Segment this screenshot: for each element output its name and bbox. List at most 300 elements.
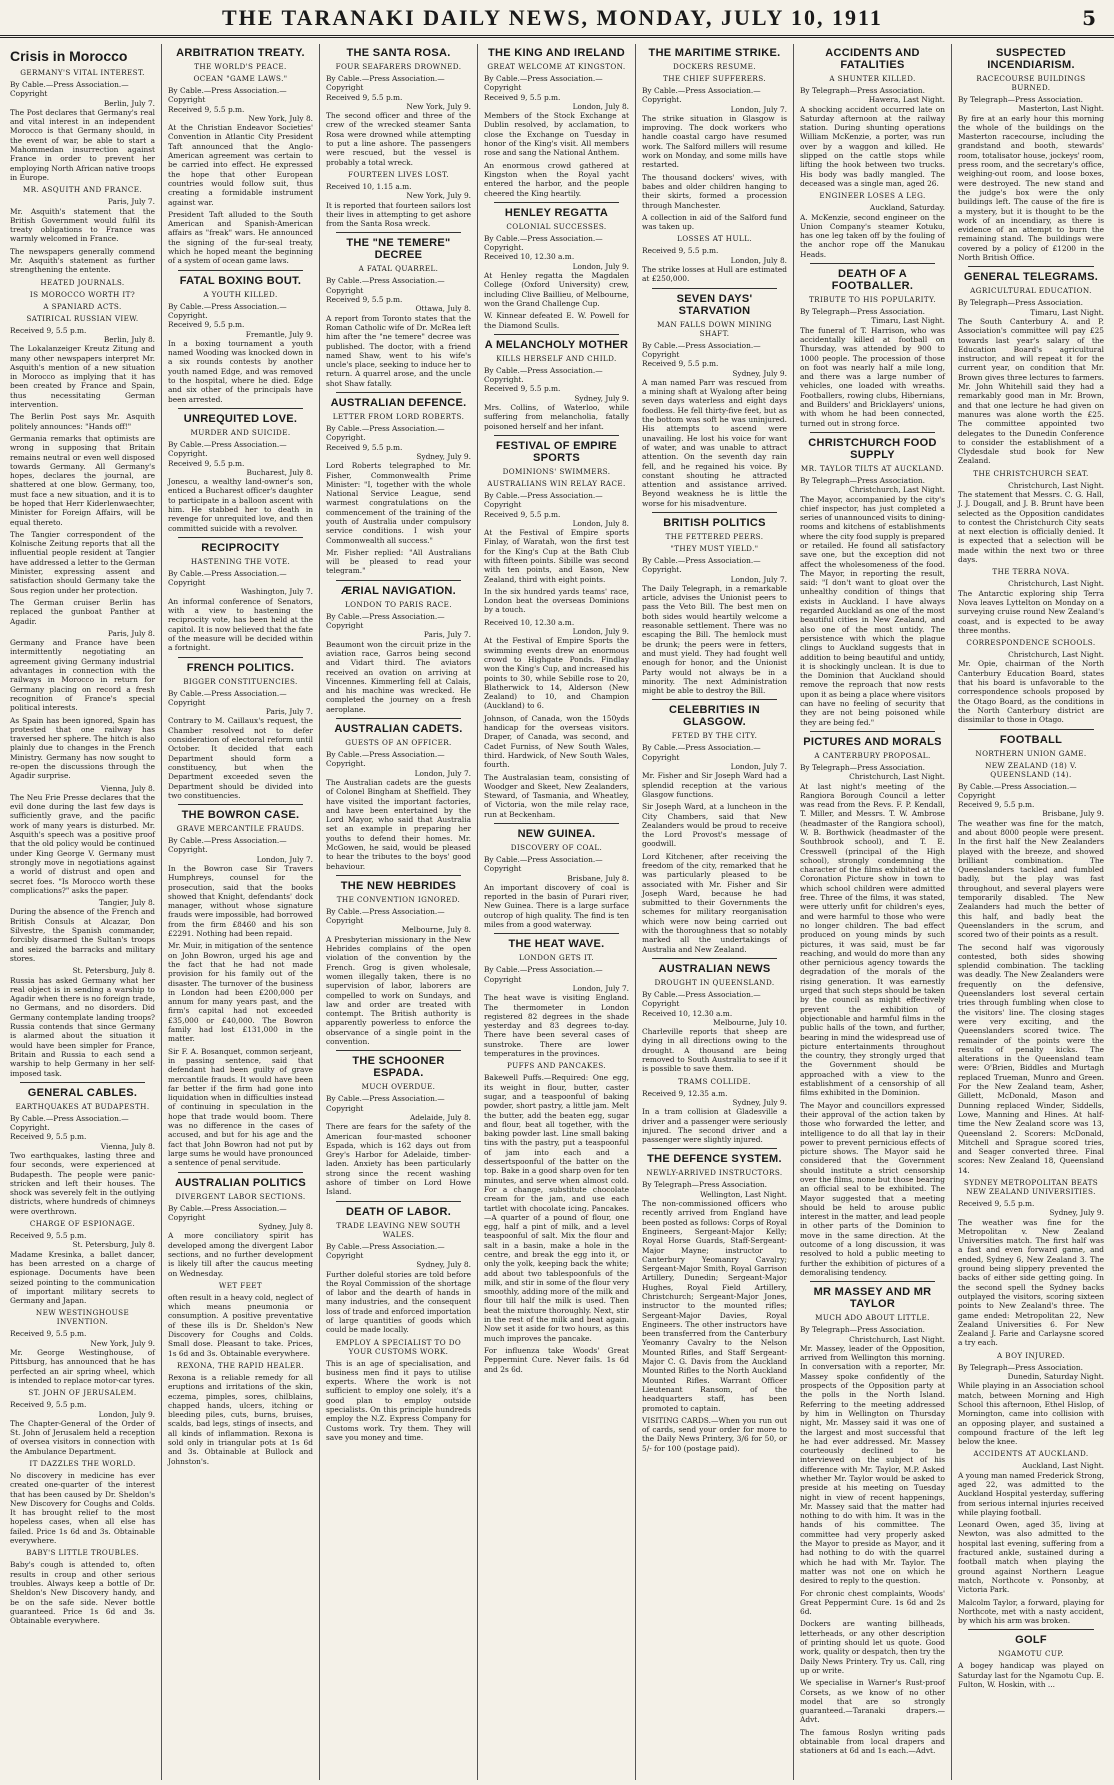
paragraph: The second half was vigorously contested, both sides showing splendid combination. The tackling was deadly. The New Zealanders were frequently on the defensive, Queenslanders lost several certain tries through fumbling when close to the visitors' line. The closing stages were very exciting, and the Queenslanders scored twice. The remainder of the points were the results of penalty kicks. The alterations in the Queensland team were: O'Brien, Biddles and Murtagh replaced Trueman, Munro and Green. For the New Zealand team, Asher, Gillett, McDonald, Mason and Dunning replaced Winder, Siddells, Lowe, Manning and Hines. At half-time the New Zealand score was 13, Queensland 2. Scorers: McDonald, Mitchell and Sprague scored tries, and Seager converted three. Final scores: New Zealand 18, Queensland 14. bbox=[958, 942, 1104, 1175]
byline: Received 9, 5.5 p.m. bbox=[326, 92, 403, 102]
dateline: London, July 7. bbox=[572, 983, 629, 993]
paragraph: Jonescu, a wealthy land-owner's son, enticed a Bucharest officer's daughter to participate in a balloon ascent with him. He stabbed her to death in revenge for unrequited love, and then committed suicide with a revolver. bbox=[168, 477, 313, 533]
byline: Received 9, 5.5 p.m. bbox=[484, 384, 561, 394]
article-headline: THE BOWRON CASE. bbox=[181, 809, 300, 822]
article-headline: FOOTBALL bbox=[999, 733, 1063, 746]
byline: By Cable.—Press Association.—Copyright. bbox=[168, 836, 287, 855]
section-rule bbox=[178, 657, 303, 658]
sub-headline: NORTHERN UNION GAME. bbox=[975, 748, 1087, 758]
paragraph: President Taft alluded to the South American and Spanish-American affairs as "freak" wars. He announced the signing of the fur-seal treaty, which he hoped meant the beginning of a system of ocean game laws. bbox=[168, 209, 313, 266]
article-headline: NEW GUINEA. bbox=[517, 828, 596, 840]
byline: By Cable.—Press Association.—Copyright bbox=[326, 906, 445, 926]
paragraph: For chronic chest complaints, Woods' Great Peppermint Cure. 1s 6d and 2s 6d. bbox=[800, 1588, 945, 1617]
column-1 bbox=[4, 44, 162, 1780]
article-headline: HENLEY REGATTA bbox=[504, 206, 609, 219]
article-headline: DEATH OF A FOOTBALLER. bbox=[831, 268, 914, 293]
paragraph: There are fears for the safety of the American four-masted schooner Espada, which is 162 days out from Grey's Harbor for Adelaide, timber-laden. Anxiety has been particularly strong since the recent washing ashore of timber on Lord Howe Island. bbox=[326, 1122, 471, 1197]
sub-headline: BABY'S LITTLE TROUBLES. bbox=[26, 1548, 139, 1558]
section-rule bbox=[494, 823, 619, 824]
paragraph: The German cruiser Berlin has replaced the gunboat Panther at Agadir. bbox=[10, 597, 155, 626]
dateline: Sydney, July 9. bbox=[732, 1097, 787, 1107]
paragraph: At last night's meeting of the Rangiora Borough Council a letter was read from the Revs. F. P. Kendall, T. Miller, and Messrs. T. W. Ambrose (headmaster of the Rangiora school), W. B. Borthwick (headmaster of the Southbrook school), and T. E. Cresswell (principal of the High school), strongly condemning the character of the films exhibited at the Coronation Picture show in town to which school children were admitted free. Three of the films, it was stated, were utterly unfit for children's eyes, and were harmful to those who were no longer children. The bad effect produced on young minds by such pictures, it was said, must be far reaching, and would do more than any other pernicious agency towards the degradation of the morals of the rising generation. It was earnestly urged that such steps should be taken by the council as might effectively prevent the exhibition of objectionable and harmful films in the public halls of the town, and further, bearing in mind the widespread use of picture entertainments throughout the country, they strongly urged that the Government should be approached with a view to the establishment of a censorship of all films exhibited in the Dominion. bbox=[800, 781, 945, 1098]
paragraph: The Mayor and councillors expressed their approval of the action taken by those who forwarded the letter, and intelligence to do all that lay in their power to prevent pernicious effects of picture shows. The Mayor said he considered that the Government should institute a strict censorship over the films, none but those bearing an official seal to be exhibited. The Mayor suggested that a meeting should be held to arouse public interest in the matter, and lead people in other parts of the Dominion to move in the same direction. At the outcome of a long discussion, it was resolved to hold a public meeting to further the exhibition of pictures of a demoralising tendency. bbox=[800, 1100, 945, 1277]
article-headline: CELEBRITIES IN GLASGOW. bbox=[669, 704, 760, 729]
paper-title: THE TARANAKI DAILY NEWS, MONDAY, JULY 10, 1911 bbox=[221, 4, 883, 30]
paragraph: Leonard Owen, aged 35, living at Newton, was also admitted to the hospital last evening, suffering from a fractured ankle, sustained during a football match when playing the ground against Northern League match, Northcote v. Ponsonby, at Victoria Park. bbox=[958, 1520, 1104, 1595]
paragraph: The non-commissioned officers who recently arrived from England have been posted as follows: Corps of Royal Engineers, Sergeant-Major Kelly; Royal Horse Guards, Staff-Sergeant-Major Mayne; instructor to Canterbury Yeomanry Cavalry; Sergeant-Major Smith, Royal Garrison Artillery, Dunedin; Sergeant-Major Hughes, Royal Field Artillery, Christchurch; Sergeant-Major Jones, instructor to the mounted rifles; Sergeant-Major Davies, Royal Engineers. The other instructors have been transferred from the Canterbury Yeomanry Cavalry to the Nelson Mounted Rifles, and Staff Sergeant-Major C. G. Davis from the Auckland Mounted Rifles to the North Auckland Mounted Rifles. Warrant Officer Lieutenant Ransom, of the headquarters staff, has been promoted to captain. bbox=[642, 1199, 787, 1413]
dateline: New York, July 9. bbox=[406, 101, 471, 111]
article-headline: AUSTRALIAN DEFENCE. bbox=[330, 397, 467, 410]
dateline: Christchurch, Last Night. bbox=[1008, 480, 1104, 490]
sub-headline: DOMINIONS' SWIMMERS. bbox=[502, 466, 611, 476]
dateline: Fremantle, July 9. bbox=[245, 329, 313, 339]
sub-headline: REXONA, THE RAPID HEALER. bbox=[177, 1360, 304, 1370]
column-4 bbox=[478, 44, 636, 1780]
paragraph: Mr. Muir, in mitigation of the sentence on John Bowron, urged his age and the fact that he had not made provision for his family out of the disaster. The turnover of the business in London had been £200,000 per annum for many years past, and the firm's capital had not exceeded £35,000 or £40,000. The Bowron family had lost £131,000 in the matter. bbox=[168, 941, 313, 1044]
sub-headline: NEW WESTINGHOUSE INVENTION. bbox=[35, 1308, 130, 1327]
section-rule bbox=[336, 1201, 461, 1202]
byline: By Cable.—Press Association.—Copyright bbox=[10, 80, 129, 99]
paragraph: The heat wave is visiting England. The thermometer in London registered 82 degrees in the shade yesterday and 83 degrees to-day. There have been several cases of sunstroke. There are lower temperatures in the provinces. bbox=[484, 993, 629, 1059]
sub-headline: NGAMOTU CUP. bbox=[998, 1649, 1064, 1659]
article-headline: THE "NE TEMERE" DECREE bbox=[346, 237, 451, 262]
sub-headline: RACECOURSE BUILDINGS BURNED. bbox=[976, 74, 1086, 92]
column-2 bbox=[162, 44, 320, 1780]
sub-headline: IT DAZZLES THE WORLD. bbox=[29, 1459, 136, 1468]
sub-headline: ST. JOHN OF JERUSALEM. bbox=[28, 1388, 137, 1398]
paragraph: Sir Joseph Ward, at a luncheon in the City Chambers, said that New Zealanders would be proud to receive the Lord Provost's message of goodwill. bbox=[642, 802, 787, 849]
paragraph: Mr. Massey, leader of the Opposition, arrived from Wellington this morning. In conversation with a reporter, Mr. Massey spoke confidently of the prospects of the Opposition party at the polls in the North Island. Referring to the meeting addressed by him in Wellington on Thursday night, Mr. Massey said it was one of the largest and most successful that he had ever addressed. Mr. Massey courteously declined to be interviewed on the subject of his difference with Mr. Taylor, M.P. Asked whether Mr. Taylor would be asked to preside at his meeting on Tuesday night in view of recent happenings, Mr. Massey said that the matter had nothing to do with him. It was in the hands of his committee. The committee had very properly asked the Mayor to preside as Mayor, and it had nothing to do with the quarrel which he had with Mr. Taylor. The matter was not one on which he desired to reply to the question. bbox=[800, 1343, 945, 1586]
paragraph: In the six hundred yards teams' race, London beat the overseas Dominions by a touch. bbox=[484, 586, 629, 615]
paragraph: A more conciliatory spirit has developed among the divergent Labor sections, and no further development is likely till after the caucus meeting on Wednesday. bbox=[168, 1231, 313, 1278]
byline: By Cable.—Press Association.—Copyright bbox=[326, 276, 445, 295]
sub-headline: FOUR SEAFARERS DROWNED. bbox=[335, 62, 462, 71]
masthead bbox=[0, 0, 1114, 38]
dateline: London, July 9. bbox=[572, 261, 629, 271]
sub-headline: A SPANIARD ACTS. bbox=[43, 301, 122, 311]
sub-headline: MUCH OVERDUE. bbox=[361, 1082, 436, 1092]
paragraph: We specialise in Warner's Rust-proof Corsets, as we know of no other model that are so strongly guaranteed.—Taranaki drapers.—Advt. bbox=[800, 1678, 945, 1725]
section-rule bbox=[494, 435, 619, 436]
article-headline: THE DEFENCE SYSTEM. bbox=[647, 1153, 782, 1166]
paragraph: The thousand dockers' wives, with babes and older children hanging to their skirts, formed a procession through Manchester. bbox=[642, 172, 787, 210]
sub-headline: A CANTERBURY PROPOSAL. bbox=[814, 750, 931, 760]
section-rule bbox=[968, 1629, 1094, 1630]
paragraph: It is reported that fourteen sailors lost their lives in attempting to get ashore from the Santa Rosa wreck. bbox=[326, 200, 471, 229]
paragraph: Charleville reports that sheep are dying in all directions owing to the drought. A thousand are being removed to South Australia to see if it is possible to save them. bbox=[642, 1027, 787, 1074]
sub-headline: NEW ZEALAND (18) V. QUEENSLAND (14). bbox=[985, 760, 1077, 779]
dateline: Berlin, July 8. bbox=[103, 334, 155, 344]
column-5 bbox=[636, 44, 794, 1780]
byline: By Cable.—Press Association.—Copyright. bbox=[326, 424, 445, 443]
sub-headline: CORRESPONDENCE SCHOOLS. bbox=[966, 638, 1096, 648]
dateline: Melbourne, July 8. bbox=[401, 925, 471, 935]
byline: Received 9, 5.5 p.m. bbox=[10, 1329, 87, 1339]
byline: By Cable.—Press Association.—Copyright. bbox=[642, 555, 761, 575]
dateline: Paris, July 7. bbox=[265, 707, 313, 717]
paragraph: The funeral of T. Harrison, who was accidentally killed at football on Thursday, was attended by 900 to 1000 people. The procession of those on foot was nearly half a mile long, and there was a large number of vehicles, one loaded with wreaths. Footballers, rowing clubs, Hibernians, and Builders' and Bricklayers' unions, with whom he had been connected, turned out in strong force. bbox=[800, 325, 945, 428]
paragraph: For influenza take Woods' Great Peppermint Cure. Never fails. 1s 6d and 2s 6d. bbox=[484, 1345, 629, 1374]
sub-headline: EMPLOY A SPECIALIST TO DO YOUR CUSTOMS WORK. bbox=[335, 1337, 462, 1356]
article-headline: A MELANCHOLY MOTHER bbox=[484, 338, 629, 351]
byline: By Cable.—Press Association.—Copyright. bbox=[10, 1113, 129, 1133]
paragraph: The weather was fine for the Metropolitan v. New Zealand Universities match. The first half was a fast and even forward game, and ended, Sydney 6, New Zealand 3. The ground being slippery prevented the backs of either side getting going. In the second spell the Sydney backs outplayed the visitors, scoring sixteen points to New Zealand's three. The game ended: Metropolitan 22, New Zealand Universities 6. For New Zealand J. Farie and Carlaysne scored a try each. bbox=[958, 1217, 1104, 1348]
paragraph: The South Canterbury A. and P. Association's committee will pay £25 towards last year's salary of the Education Board's agricultural instructor, and will repeat it for the current year, on condition that Mr. Brown gives three lectures to farmers. Mr. John Whitehill said they had a remarkably good man in Mr. Brown, and that one lecture he had given on manures was alone worth the £25. The committee appointed two delegates to the Dunedin Conference to consider the establishment of a Clydesdale stud book for New Zealand. bbox=[958, 316, 1104, 466]
paragraph: The Chapter-General of the Order of St. John of Jerusalem held a reception of oversea visitors in connection with the Ambulance Department. bbox=[10, 1418, 155, 1456]
paragraph: An enormous crowd gathered at Kingston when the Royal yacht entered the harbor, and the people cheered the King heartily. bbox=[484, 160, 629, 198]
paragraph: Rexona is a reliable remedy for all eruptions and irritations of the skin, eczema, pimples, sores, chilblains, chapped hands, ulcers, itching or bleeding piles, cuts, burns, bruises, scalds, bad legs, stings of insects, and all kinds of inflammation. Rexona is sold only in triangular pots at 1s 6d and 3s. Obtainable at Bullock and Johnston's. bbox=[168, 1372, 313, 1466]
paragraph: By fire at an early hour this morning the whole of the buildings on the Masterton racecourse, including the grandstand and booth, stewards' room, totalisator house, jockeys' room, press room, and the secretary's office, weighing-out room, and loose boxes, were destroyed. The new stand and the judge's box were the only buildings left. The cause of the fire is a mystery, but it is thought to be the work of an incendiary, as there is evidence of an attempt to burn the remaining stand. The buildings were covered by a policy of £1200 in the North British Office. bbox=[958, 113, 1104, 263]
byline: By Telegraph—Press Association. bbox=[800, 1325, 925, 1335]
byline: By Cable.—Press Association.—Copyright bbox=[484, 490, 603, 510]
dateline: London, July 9. bbox=[572, 627, 629, 637]
dateline: Timaru, Last Night. bbox=[871, 316, 945, 326]
byline: By Cable.—Press Association.—Copyright bbox=[168, 1203, 287, 1222]
article-headline: GOLF bbox=[1015, 1634, 1047, 1647]
sub-headline: THE CONVENTION IGNORED. bbox=[336, 894, 461, 904]
article-headline: THE SCHOONER ESPADA. bbox=[352, 1055, 445, 1080]
section-rule bbox=[968, 729, 1094, 730]
article-headline: ACCIDENTS AND FATALITIES bbox=[825, 47, 920, 71]
byline: Received 9, 5.5 p.m. bbox=[168, 104, 245, 114]
section-rule bbox=[652, 512, 777, 513]
sub-headline: AUSTRALIANS WIN RELAY RACE. bbox=[487, 478, 626, 488]
byline: By Cable.—Press Association.—Copyright bbox=[484, 855, 603, 874]
paragraph: A collection in aid of the Salford fund was taken up. bbox=[642, 212, 787, 232]
sub-headline: MUCH ADO ABOUT LITTLE. bbox=[815, 1313, 930, 1323]
article-headline: AUSTRALIAN POLITICS bbox=[175, 1176, 306, 1189]
article-headline: THE HEAT WAVE. bbox=[508, 938, 605, 951]
byline: By Cable.—Press Association.—Copyright bbox=[326, 74, 445, 93]
dateline: London, July 8. bbox=[572, 518, 629, 528]
column-7 bbox=[952, 44, 1110, 1780]
sub-headline: THE FETTERED PEERS. bbox=[665, 531, 764, 541]
paragraph: Russia has asked Germany what her real object is in sending a warship to Agadir when there is no foreign trade, no Germans, and no disorders. Did Germany contemplate landing troops? Russia contends that since Germany is alarmed about the situation it would have been simpler for France, Britain and Russia to each send a warship to help Germany in her self-imposed task. bbox=[10, 975, 155, 1078]
paragraph: At the Christian Endeavor Societies' Convention in Atlantic City President Taft announced that the Anglo-American agreement was certain to be carried into effect. He expressed the hope that other European countries would follow suit, thus creating a formidable instrument against war. bbox=[168, 123, 313, 207]
dateline: Paris, July 7. bbox=[423, 630, 471, 640]
byline: Received 10, 1.15 a.m. bbox=[326, 181, 412, 191]
section-rule bbox=[178, 804, 303, 805]
sub-headline: GERMANY'S VITAL INTEREST. bbox=[20, 68, 145, 77]
paragraph: An important discovery of coal is reported in the basin of Purari river, New Guinea. There is a large surface outcrop of high quality. The find is ten miles from a good waterway. bbox=[484, 882, 629, 930]
byline: Received 10, 12.30 a.m. bbox=[484, 617, 575, 627]
section-rule bbox=[336, 232, 461, 233]
article-headline: THE MARITIME STRIKE. bbox=[648, 47, 781, 59]
article-headline: BRITISH POLITICS bbox=[663, 516, 766, 529]
byline: By Telegraph—Press Association. bbox=[958, 95, 1083, 104]
paragraph: Germany and France have been intermittently negotiating an agreement giving Germany industrial advantages in connection with the railways in Morocco in return for Germany placing on record a fresh recognition of France's special political interests. bbox=[10, 638, 155, 713]
dateline: Christchurch, Last Night. bbox=[849, 1334, 945, 1344]
dateline: London, July 8. bbox=[730, 255, 787, 265]
dateline: Timaru, Last Night. bbox=[1030, 307, 1104, 317]
paragraph: Contrary to M. Caillaux's request, the Chamber resolved not to defer consideration of electoral reform until October. It decided that each Department should form a constituency, but when the Department exceeded seven the Department should be divided into two constituencies. bbox=[168, 716, 313, 800]
sub-headline: THE TERRA NOVA. bbox=[992, 567, 1070, 577]
byline: Received 9, 5.5 p.m. bbox=[484, 92, 561, 102]
sub-headline: ENGINEER LOSES A LEG. bbox=[819, 191, 926, 201]
paragraph: Mr. Opie, chairman of the North Canterbury Education Board, states that his board is unfavorable to the correspondence schools proposed by the Otago Board, as the conditions in the North Canterbury district are dissimilar to those in Otago. bbox=[958, 659, 1104, 725]
byline: Received 9, 5.5 p.m. bbox=[10, 1400, 87, 1410]
byline: Received 9, 5.5 p.m. bbox=[326, 295, 403, 305]
byline: Received 9, 5.5 p.m. bbox=[642, 359, 719, 369]
paragraph: While playing in an Association school match, between Morning and High School this afternoon, Ethel Hislop, of Mornington, came into collision with an opposing player, and sustained a compound fracture of the left leg below the knee. bbox=[958, 1381, 1104, 1447]
paragraph: often result in a heavy cold, neglect of which means pneumonia or consumption. A positive preventative of these ills is Dr. Sheldon's New Discovery for Coughs and Colds. Small dose. Pleasant to take. Prices, 1s 6d and 3s. Obtainable everywhere. bbox=[168, 1292, 313, 1358]
section-rule bbox=[652, 958, 777, 959]
sub-headline: A YOUTH KILLED. bbox=[203, 289, 278, 299]
byline: By Telegraph—Press Association. bbox=[800, 475, 925, 485]
sub-headline: COLONIAL SUCCESSES. bbox=[506, 221, 607, 231]
sub-headline: BIGGER CONSTITUENCIES. bbox=[183, 676, 298, 686]
sub-headline: LOSSES AT HULL. bbox=[677, 234, 752, 244]
paragraph: The newspapers generally commend Mr. Asquith's statement as further strengthening the entente. bbox=[10, 246, 155, 275]
dateline: Tangier, July 8. bbox=[98, 898, 155, 908]
byline: By Telegraph—Press Association. bbox=[958, 1362, 1083, 1372]
byline: Received 9, 5.5 p.m. bbox=[958, 800, 1035, 810]
section-rule bbox=[810, 731, 935, 732]
dateline: Vienna, July 8. bbox=[100, 1141, 155, 1151]
section-rule bbox=[336, 1050, 461, 1051]
byline: By Cable.—Press Association.—Copyright. bbox=[484, 365, 603, 385]
section-rule bbox=[810, 263, 935, 264]
dateline: Adelaide, July 8. bbox=[409, 1112, 471, 1122]
byline: By Cable.—Press Association.—Copyright bbox=[168, 568, 287, 588]
article-headline: ARBITRATION TREATY. bbox=[176, 47, 305, 59]
article-headline: THE KING AND IRELAND bbox=[488, 47, 625, 59]
sub-headline: FETED BY THE CITY. bbox=[671, 731, 758, 741]
paragraph: A Presbyterian missionary in the New Hebrides complains of the open violation of the convention by the French. Grog is given wholesale, women illegally taken, there is no supervision of labor, laborers are compelled to work on Sundays, and law and order are treated with contempt. The British authority is apparently powerless to enforce the observance of a single point in the convention. bbox=[326, 934, 471, 1047]
sub-headline: SYDNEY METROPOLITAN BEATS NEW ZEALAND UNIVERSITIES. bbox=[963, 1177, 1099, 1196]
paragraph: The Neu Frie Presse declares that the evil done during the last few days is sufficiently grave, and the pacific work of many years is disturbed. Mr. Asquith's speech was a positive proof that the old policy would be continued under King George V. Germany must strongly move in negotiations against a world of distrust and open and secret foes. "Is Morocco worth these complications?" asks the paper. bbox=[10, 792, 155, 895]
paragraph: The Australasian team, consisting of Woodger and Skeet, New Zealanders, Steward, of Tasmania, and Wheatley, of Victoria, won the mile relay race, run at Beckenham. bbox=[484, 772, 629, 819]
paragraph: The Lokalanzeiger Kreutz Zitung and many other newspapers interpret Mr. Asquith's mention of a new situation in Morocco as implying that it has been created by France and Spain, thus necessitating German intervention. bbox=[10, 344, 155, 410]
article-headline: DEATH OF LABOR. bbox=[345, 1205, 452, 1218]
dateline: Christchurch, Last Night. bbox=[849, 772, 945, 782]
paragraph: The strike losses at Hull are estimated at £250,000. bbox=[642, 265, 787, 284]
page-number: 5 bbox=[1082, 5, 1096, 30]
dateline: Vienna, July 8. bbox=[100, 783, 155, 793]
paragraph: Johnson, of Canada, won the 150yds handicap for the overseas visitors. Draper, of Canada, was second, and Cadet Furniss, of New South Wales, third. Hardwick, of New South Wales, fourth. bbox=[484, 713, 629, 770]
section-rule bbox=[652, 699, 777, 700]
byline: Received 10, 12.30 a.m. bbox=[484, 252, 575, 262]
byline: By Telegraph—Press Association. bbox=[800, 86, 925, 95]
dateline: Sydney, July 8. bbox=[258, 1222, 313, 1232]
dateline: Sydney, July 8. bbox=[416, 1260, 471, 1270]
byline: Received 9, 5.5 p.m. bbox=[10, 325, 87, 335]
paragraph: During the absence of the French and British Consuls at Alcazar, Don Silvestre, the Spanish commander, forcibly disarmed the Sultan's troops and seized the barracks and military stores. bbox=[10, 907, 155, 963]
byline: By Cable.—Press Association.—Copyright bbox=[168, 86, 287, 105]
byline: By Telegraph—Press Association. bbox=[642, 1180, 767, 1190]
section-rule bbox=[20, 1082, 145, 1083]
paragraph: Beaumont won the circuit prize in the aviation race, Garros being second and Vidart third. The aviators received an ovation on arriving at Vincennes. Kimmerling fell at Calais, and his machine was wrecked. He completed the journey on a fresh aeroplane. bbox=[326, 639, 471, 714]
article-headline: AUSTRALIAN NEWS bbox=[658, 962, 771, 975]
sub-headline: WET FEET bbox=[218, 1280, 263, 1290]
article-headline: SUSPECTED INCENDIARISM. bbox=[987, 47, 1075, 71]
dateline: Ottawa, July 8. bbox=[415, 304, 471, 314]
sub-headline: GUESTS OF AN OFFICER. bbox=[345, 738, 452, 748]
dateline: Wellington, Last Night. bbox=[700, 1189, 787, 1199]
sub-headline: HEATED JOURNALS. bbox=[40, 277, 125, 287]
byline: Received 9, 12.35 a.m. bbox=[642, 1088, 728, 1098]
paragraph: As Spain has been ignored, Spain has protested that one railway has traversed her sphere. The hitch is also plainly due to changes in the French Ministry. Germany has now sought to re-open the discussions through the Agadir surprise. bbox=[10, 715, 155, 781]
paragraph: At the Festival of Empire sports Finlay, of Waratah, won the first test for the King's Cup at the Bath Club with fifteen points. Sibille was second with ten points, and Eason, New Zealand, third with eight points. bbox=[484, 528, 629, 584]
article-headline: FATAL BOXING BOUT. bbox=[179, 274, 302, 287]
byline: By Cable.—Press Association.—Copyright bbox=[326, 1094, 445, 1113]
headline-large: Crisis in Morocco bbox=[10, 48, 128, 64]
section-rule bbox=[336, 875, 461, 876]
paragraph: Madame Kresinka, a ballet dancer, has been arrested on a charge of espionage. Documents have been seized pointing to the communication of important military secrets to Germany and Japan. bbox=[10, 1249, 155, 1306]
paragraph: Mr. Fisher and Sir Joseph Ward had a splendid reception at the various Glasgow functions. bbox=[642, 771, 787, 799]
paragraph: Malcolm Taylor, a forward, playing for Northcote, met with a nasty accident, by which his arm was broken. bbox=[958, 1597, 1104, 1626]
paragraph: Bakewell Puffs.—Required: One egg, its weight in flour, butter, caster sugar, and a teaspoonful of baking powder, short pastry, a little jam. Melt the butter, add the beaten egg, sugar and flour, beat all together, with the baking powder last. Line small baking tins with the pastry, put a teaspoonful of jam into each and a dessertspoonful of the batter on the top. Bake in a good sharp oven for ten minutes, and serve when almost cold. For a change, substitute chocolate cream for the jam, and use each tartlet with chocolate icing. Pancakes.—A quarter of a pound of flour, one egg, half a pint of milk, and a level teaspoonful of salt. Mix the flour and salt in a basin, make a hole in the centre, and break the egg into it, or only the yolk, keeping back the white; add about two tablespoonfuls of the milk, and stir in some of the flour very smoothly, adding more of the milk and flour till half the milk is used. Then beat the mixture thoroughly. Next, stir in the rest of the milk and beat again. Now set it aside for two hours, as this much improves the pancake. bbox=[484, 1073, 629, 1343]
article-headline: AUSTRALIAN CADETS. bbox=[334, 723, 463, 736]
section-rule bbox=[336, 718, 461, 719]
section-rule bbox=[336, 392, 461, 393]
article-headline: FESTIVAL OF EMPIRE SPORTS bbox=[495, 439, 618, 464]
dateline: Masterton, Last Night. bbox=[1018, 104, 1104, 114]
byline: By Cable.—Press Association.—Copyright bbox=[326, 611, 445, 631]
sub-headline: KILLS HERSELF AND CHILD. bbox=[496, 353, 617, 363]
article-headline: ÆRIAL NAVIGATION. bbox=[340, 584, 457, 597]
section-rule bbox=[336, 580, 461, 581]
sub-headline: GRAVE MERCANTILE FRAUDS. bbox=[176, 824, 305, 834]
sub-headline: DOCKERS RESUME. bbox=[673, 62, 756, 71]
paragraph: In the Bowron case Sir Travers Humphreys, counsel for the prosecution, said that the books showed that Knight, defendants' dock manager, without whose signature frauds were impossible, had borrowed from the firm £8460 and his son £2291. Nothing had been repaid. bbox=[168, 864, 313, 939]
dateline: Sydney, July 9. bbox=[574, 393, 629, 403]
byline: By Cable.—Press Association.—Copyright. bbox=[168, 301, 287, 320]
paragraph: Mr. Asquith's statement that the British Government would fulfil its treaty obligations to France was warmly welcomed in France. bbox=[10, 206, 155, 244]
dateline: Hawera, Last Night. bbox=[868, 95, 945, 105]
dateline: Sydney, July 9. bbox=[1049, 1208, 1104, 1218]
sub-headline: GREAT WELCOME AT KINGSTON. bbox=[487, 62, 626, 71]
byline: By Cable.—Press Association.—Copyright bbox=[168, 688, 287, 707]
article-headline: THE SANTA ROSA. bbox=[346, 47, 451, 59]
sub-headline: THE CHRISTCHURCH SEAT. bbox=[973, 468, 1089, 478]
paragraph: The Berlin Post says Mr. Asquith politely announces: "Hands off!" bbox=[10, 412, 155, 431]
article-headline: GENERAL TELEGRAMS. bbox=[963, 271, 1099, 284]
paragraph: A report from Toronto states that the Roman Catholic wife of Dr. McRea left him after the "ne temere" decree was published. The doctor, with a friend named Shaw, went to his wife's uncle's place, seeking to induce her to return. A quarrel arose, and the uncle shot Shaw fatally. bbox=[326, 313, 471, 388]
column-3 bbox=[320, 44, 478, 1780]
dateline: London, July 7. bbox=[730, 574, 787, 584]
dateline: St. Petersburg, July 8. bbox=[72, 966, 155, 976]
paragraph: Lord Roberts telegraphed to Mr. Fisher, Commonwealth Prime Minister: "I, together with the whole National Service League, send warmest congratulations on the commencement of the training of the youth of Australia under compulsory service conditions. I wish your Commonwealth all success." bbox=[326, 461, 471, 545]
paragraph: Mr. Fisher replied: "All Australians will be pleased to read your telegram." bbox=[326, 547, 471, 576]
sub-headline: THE WORLD'S PEACE. bbox=[194, 62, 287, 71]
dateline: New York, July 8. bbox=[248, 113, 313, 123]
sub-headline: A SHUNTER KILLED. bbox=[829, 74, 916, 83]
byline: Received 9, 5.5 p.m. bbox=[168, 320, 245, 330]
sub-headline: MAN FALLS DOWN MINING SHAFT. bbox=[657, 319, 772, 338]
paragraph: Mrs. Collins, of Waterloo, while suffering from melancholia, fatally poisoned herself and her infant. bbox=[484, 403, 629, 431]
paragraph: Mr. George Westinghouse, of Pittsburg, has announced that he has perfected an air spring wheel, which is intended to replace motor-car tyres. bbox=[10, 1348, 155, 1385]
dateline: Christchurch, Last Night. bbox=[849, 485, 945, 495]
dateline: Christchurch, Last Night. bbox=[1008, 579, 1104, 589]
paragraph: No discovery in medicine has ever created one-quarter of the interest that has been caused by Dr. Sheldon's New Discovery for Coughs and Colds. It has brought relief to the most hopeless cases, when all else has failed. Price 1s 6d and 3s. Obtainable everywhere. bbox=[10, 1471, 155, 1546]
sub-headline: DROUGHT IN QUEENSLAND. bbox=[654, 977, 775, 987]
sub-headline: A FATAL QUARREL. bbox=[358, 264, 439, 274]
byline: Received 9, 5.5 p.m. bbox=[642, 246, 719, 256]
paragraph: The statement that Messrs. C. G. Hall, J. J. Dougall, and J. B. Brunt have been selected as the Opposition candidates to contest the Christchurch City seats at next election is officially denied. It is expected that a selection will be made within the next two or three days. bbox=[958, 489, 1104, 565]
dateline: Christchurch, Last Night. bbox=[1008, 650, 1104, 660]
dateline: Dunedin, Saturday Night. bbox=[1007, 1372, 1104, 1382]
article-headline: SEVEN DAYS' STARVATION bbox=[676, 292, 753, 317]
paragraph: The Daily Telegraph, in a remarkable article, advises the Unionist peers to pass the Veto Bill. The best men on both sides would heartily welcome a reasonable settlement. There was no escaping the Bill. The hemlock must be drunk; the peers were in fetters, and must yield. They had fought well enough for honor, and the Unionist Party would not always be in a minority. The next Administration might be able to destroy the Bill. bbox=[642, 583, 787, 696]
sub-headline: MR. TAYLOR TILTS AT AUCKLAND. bbox=[800, 463, 945, 473]
sub-headline: AGRICULTURAL EDUCATION. bbox=[970, 286, 1092, 296]
section-rule bbox=[810, 432, 935, 433]
article-headline: FRENCH POLITICS. bbox=[186, 661, 295, 674]
byline: Received 9, 5.5 p.m. bbox=[10, 1132, 87, 1142]
byline: By Cable.—Press Association.—Copyright bbox=[484, 74, 603, 93]
byline: Received 9, 5.5 p.m. bbox=[958, 1198, 1035, 1208]
paragraph: The Mayor, accompanied by the city's chief inspector, has just completed a series of unannounced visits to dining-rooms and kitchens of establishments where the city food supply is prepared or retailed. He found all satisfactory save one, but the exception did not affect the wholesomeness of the food. The Mayor, in reporting the result, said: "I don't want to gloat over the unhealthy condition of things that exists in Auckland. I have always regarded Auckland as one of the most beautiful cities in New Zealand, and also one of the most untidy. The persistence with which the plague clings to Auckland suggests that in addition to being beautiful and untidy, it is shockingly unclean. It is due to the Dominion that Auckland should remove the reproach that now rests upon it as being a place where visitors can have no feeling of security that they are not being poisoned while they are being fed." bbox=[800, 494, 945, 727]
paragraph: Sir F. A. Bosanquet, common serjeant, in passing sentence, said that defendant had been guilty of grave mercantile frauds. It would have been far better if the firm had gone into liquidation when in difficulties instead of continuing in speculation in the hope that trade would boom. There was no difference in the cases of accused, and but for his age and the fact that John Bowron had not put by large sums he would have pronounced a sentence of penal servitude. bbox=[168, 1046, 313, 1168]
article-headline: PICTURES AND MORALS bbox=[803, 735, 942, 748]
paragraph: At Henley regatta the Magdalen College (Oxford University) crew, including Clive Baillieu, of Melbourne, won the Grand Challenge Cup. bbox=[484, 271, 629, 308]
sub-headline: DIVERGENT LABOR SECTIONS. bbox=[175, 1191, 306, 1201]
paragraph: The strike situation in Glasgow is improving. The dock workers who handle coastal cargo have resumed work. The Salford millers will resume work on Monday, and some mills have restarted. bbox=[642, 113, 787, 170]
byline: Received 9, 5.5 p.m. bbox=[10, 1231, 87, 1241]
paragraph: The Antarctic exploring ship Terra Nova leaves Lyttelton on Monday on a surveying cruise round New Zealand's coast, and is expected to be away three months. bbox=[958, 588, 1104, 635]
byline: By Telegraph—Press Association. bbox=[958, 298, 1083, 308]
paragraph: An informal conference of Senators, with a view to hastening the reciprocity vote, has been held at the capitol. It is now believed that the fate of the measure will be decided within a fortnight. bbox=[168, 596, 313, 653]
dateline: Paris, July 8. bbox=[107, 628, 155, 638]
byline: By Cable.—Press Association.—Copyright bbox=[642, 340, 761, 359]
sub-headline: THE CHIEF SUFFERERS. bbox=[663, 74, 766, 83]
byline: By Cable.—Press Association.—Copyright bbox=[326, 1241, 445, 1260]
sub-headline: TRAMS COLLIDE. bbox=[678, 1076, 751, 1086]
paragraph: The second officer and three of the crew of the wrecked steamer Santa Rosa were drowned while attempting to put a line ashore. The passengers were rescued, but the vessel is probably a total wreck. bbox=[326, 111, 471, 167]
sub-headline: LONDON GETS IT. bbox=[518, 953, 595, 963]
paragraph: Germania remarks that optimists are wrong in supposing that Britain remains neutral or even well disposed towards Germany. All Germany's hopes, declares the journal, are shattered at one blow. Germany, too, must face a new situation, and it is to be hoped that Herr Kiderlenwaechter, Minister for Foreign Affairs, will be equal thereto. bbox=[10, 433, 155, 527]
byline: Received 10, 12.30 a.m. bbox=[642, 1008, 733, 1018]
article-headline: MR MASSEY AND MR TAYLOR bbox=[813, 1286, 932, 1311]
paragraph: Further doleful stories are told before the Royal Commission of the shortage of labor and the dearth of hands in many industries, and the consequent loss of trade and enforced importation of large quantities of goods which could be made locally. bbox=[326, 1269, 471, 1335]
byline: By Cable.—Press Association.—Copyright bbox=[642, 743, 761, 762]
section-rule bbox=[178, 537, 303, 538]
sub-headline: LETTER FROM LORD ROBERTS. bbox=[332, 412, 465, 422]
dateline: London, July 8. bbox=[572, 101, 629, 111]
paragraph: At the Festival of Empire Sports the swimming events drew an enormous crowd to Highgate Ponds. Findlay won the King's Cup, and increased his points to 30, while Sebille rose to 20, Blatherwick to 14, Alderson (New Zealand) to 10, and Champion (Auckland) to 6. bbox=[484, 636, 629, 711]
sub-headline: MR. ASQUITH AND FRANCE. bbox=[22, 185, 143, 195]
dateline: London, July 7. bbox=[256, 854, 313, 864]
paragraph: VISITING CARDS.—When you run out of cards, send your order for more to the Daily News Printery, 3/6 for 50, or 5/- for 100 (postage paid). bbox=[642, 1415, 787, 1453]
sub-headline: TRADE LEAVING NEW SOUTH WALES. bbox=[336, 1220, 461, 1239]
dateline: Washington, July 7. bbox=[240, 587, 313, 597]
paragraph: The famous Roslyn writing pads obtainable from local drapers and stationers at 6d and 1s each.—Advt. bbox=[800, 1727, 945, 1756]
paragraph: The weather was fine for the match, and about 8000 people were present. In the first half the New Zealanders played with the breeze, and showed brilliant combination. The Queenslanders tackled and fumbled badly, but the play was fast throughout, and several players were temporarily disabled. The New Zealanders had much the better of this half, and badly beat the Queenslanders in the scrum, and scored two of their points as a result. bbox=[958, 818, 1104, 940]
byline: By Telegraph—Press Association. bbox=[800, 762, 925, 772]
paragraph: Dockers are wanting billheads, letterheads, or any other description of printing should let us quote. Good work, quality or despatch, then try the Daily News Printery. Try us. Call, ring up or write. bbox=[800, 1619, 945, 1675]
section-rule bbox=[968, 266, 1094, 267]
byline: By Cable.—Press Association.—Copyright bbox=[484, 965, 603, 984]
sub-headline: MURDER AND SUICIDE. bbox=[190, 427, 291, 437]
section-rule bbox=[810, 1281, 935, 1282]
sub-headline: LONDON TO PARIS RACE. bbox=[344, 599, 452, 609]
section-rule bbox=[494, 933, 619, 934]
sub-headline: OCEAN "GAME LAWS." bbox=[193, 74, 288, 83]
paragraph: A young man named Frederick Strong, aged 22, was admitted to the Auckland Hospital yesterday, suffering from serious internal injuries received while playing football. bbox=[958, 1470, 1104, 1517]
section-rule bbox=[652, 288, 777, 289]
dateline: Brisbane, July 8. bbox=[567, 873, 629, 883]
section-rule bbox=[652, 1148, 777, 1149]
sub-headline: TRIBUTE TO HIS POPULARITY. bbox=[808, 295, 936, 305]
dateline: Brisbane, July 9. bbox=[1042, 809, 1104, 819]
dateline: Paris, July 7. bbox=[107, 197, 155, 207]
section-rule bbox=[178, 270, 303, 271]
paragraph: Lord Kitchener, after receiving the freedom of the city, remarked that he was particularly pleased to be associated with Mr. Fisher and Sir Joseph Ward, because he had submitted to their Governments the schemes for military reorganisation which were now being carried out with the thoroughness that so notably marked all the undertakings of Australia and New Zealand. bbox=[642, 851, 787, 954]
sub-headline: HASTENING THE VOTE. bbox=[190, 556, 291, 566]
paragraph: A. McKenzie, second engineer on the Union Company's steamer Kotuku, has one leg taken off by the fouling of the anchor rope off the Manukau Heads. bbox=[800, 212, 945, 259]
paragraph: The Australian cadets are the guests of Colonel Bingham at Sheffield. They have visited the important factories, and have been entertained by the Lord Mayor, who said that Australia set an example in preparing her youths to defend their homes. Mr. McGowen, he said, would be pleased to hear the tributes to the boys' good behaviour. bbox=[326, 777, 471, 871]
